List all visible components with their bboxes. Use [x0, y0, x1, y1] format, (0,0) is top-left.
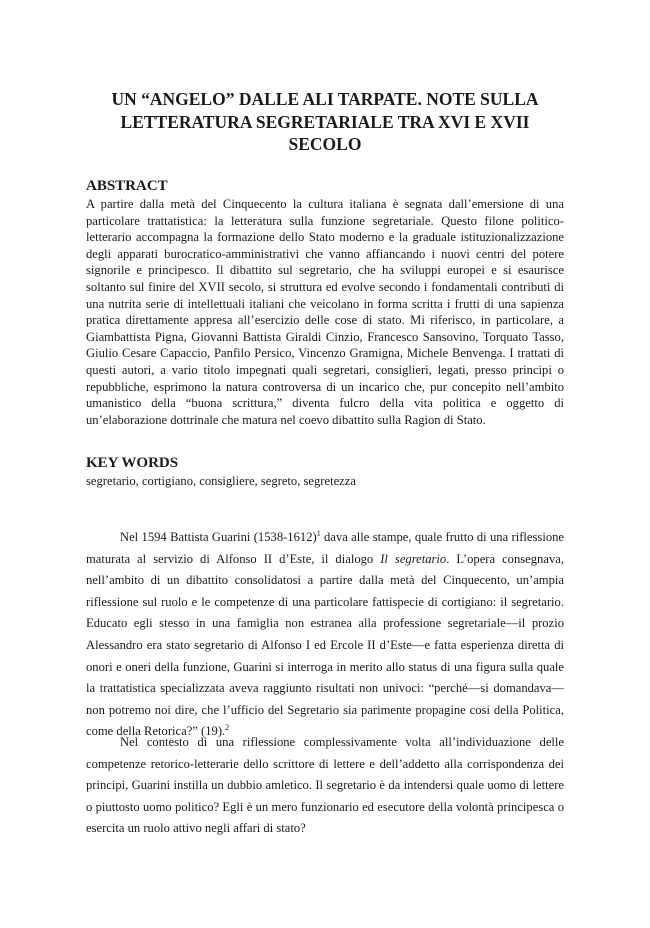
body-paragraph-1	[86, 527, 564, 743]
footnote-ref-2[interactable]: 2	[225, 723, 230, 733]
footnote-ref-1[interactable]: 1	[316, 528, 321, 538]
body-paragraph-2: Nel contesto di una riflessione complessivamente volta all’individuazione delle competenze retorico-letterarie dello scrittore di lettere e dell’addetto alla corrispondenza dei principi, Guarini instilla un dubbio amletico. Il segretario è da intendersi quale uomo di lettere o piuttosto uomo politico? Egli è un mero funzionario ed esecutore della volontà principesca o esercita un ruolo attivo negli affari di stato?	[86, 735, 564, 836]
abstract-text: A partire dalla metà del Cinquecento la cultura italiana è segnata dall’emersione di una particolare trattatistica: la letteratura sulla funzione segretariale. Questo filone politico-letterario accompagna la formazione dello Stato moderno e la graduale istituzionalizzazione degli apparati burocratico-amministrativi che vanno affiancando i nuovi centri del potere signorile e principesco. Il dibattito sul segretario, che ha sviluppi europei e si esaurisce soltanto sul finire del XVII secolo, si struttura ed evolve secondo i fondamentali contributi di una nutrita serie di intellettuali italiani che veicolano in forma scritta i frutti di una sapienza pratica direttamente appresa all’esercizio delle cose di stato. Mi riferisco, in particolare, a Giambattista Pigna, Giovanni Battista Giraldi Cinzio, Francesco Sansovino, Torquato Tasso, Giulio Cesare Capaccio, Panfilo Persico, Vincenzo Gramigna, Michele Benvenga. I trattati di questi autori, a vario titolo impegnati quali segretari, consiglieri, legati, presso principi o repubbliche, esprimono la natura controversa di un incarico che, pur concepito nell’ambito umanistico della “buona scrittura,” diventa fulcro della vita politica e oggetto di un’elaborazione dottrinale che matura nel coevo dibattito sulla Ragion di Stato.	[86, 197, 564, 427]
keywords-text: segretario, cortigiano, consigliere, segreto, segretezza	[86, 474, 356, 488]
work-title: Il segretario	[380, 551, 447, 566]
abstract-heading: ABSTRACT	[86, 178, 168, 194]
article-title: UN “ANGELO” DALLE ALI TARPATE. NOTE SULLA LETTERATURA SEGRETARIALE TRA XVI E XVII SECOLO	[111, 89, 539, 154]
paragraph-1-text-a: Nel 1594 Battista Guarini (1538-1612)	[120, 530, 317, 544]
paragraph-1-text-b: dava alle stampe, quale frutto di una riflessione maturata al servizio di Alfonso II d’Este, il dialogo	[86, 530, 564, 566]
paragraph-1-text-c: . L’opera consegnava, nell’ambito di un dibattito consolidatosi a partire dalla metà del Cinquecento, un’ampia riflessione sul ruolo e le competenze di una particolare fattispecie di cortigiano: il segretario. Educato egli stesso in una famiglia non estranea alla professione segretariale—il prozio Alessandro era stato segretario di Alfonso I ed Ercole II d’Este—e fatta esperienza diretta di onori e oneri della funzione, Guarini si interroga in merito allo status di una figura sulla quale la trattatistica specializzata aveva raggiunto risultati non univoci: “perché—si domandava—non potremo noi dire, che l’ufficio del Segretario sia parimente propagine cosi della Politica, come della Retorica?” (19).	[86, 551, 564, 739]
keywords-heading: KEY WORDS	[86, 455, 179, 471]
